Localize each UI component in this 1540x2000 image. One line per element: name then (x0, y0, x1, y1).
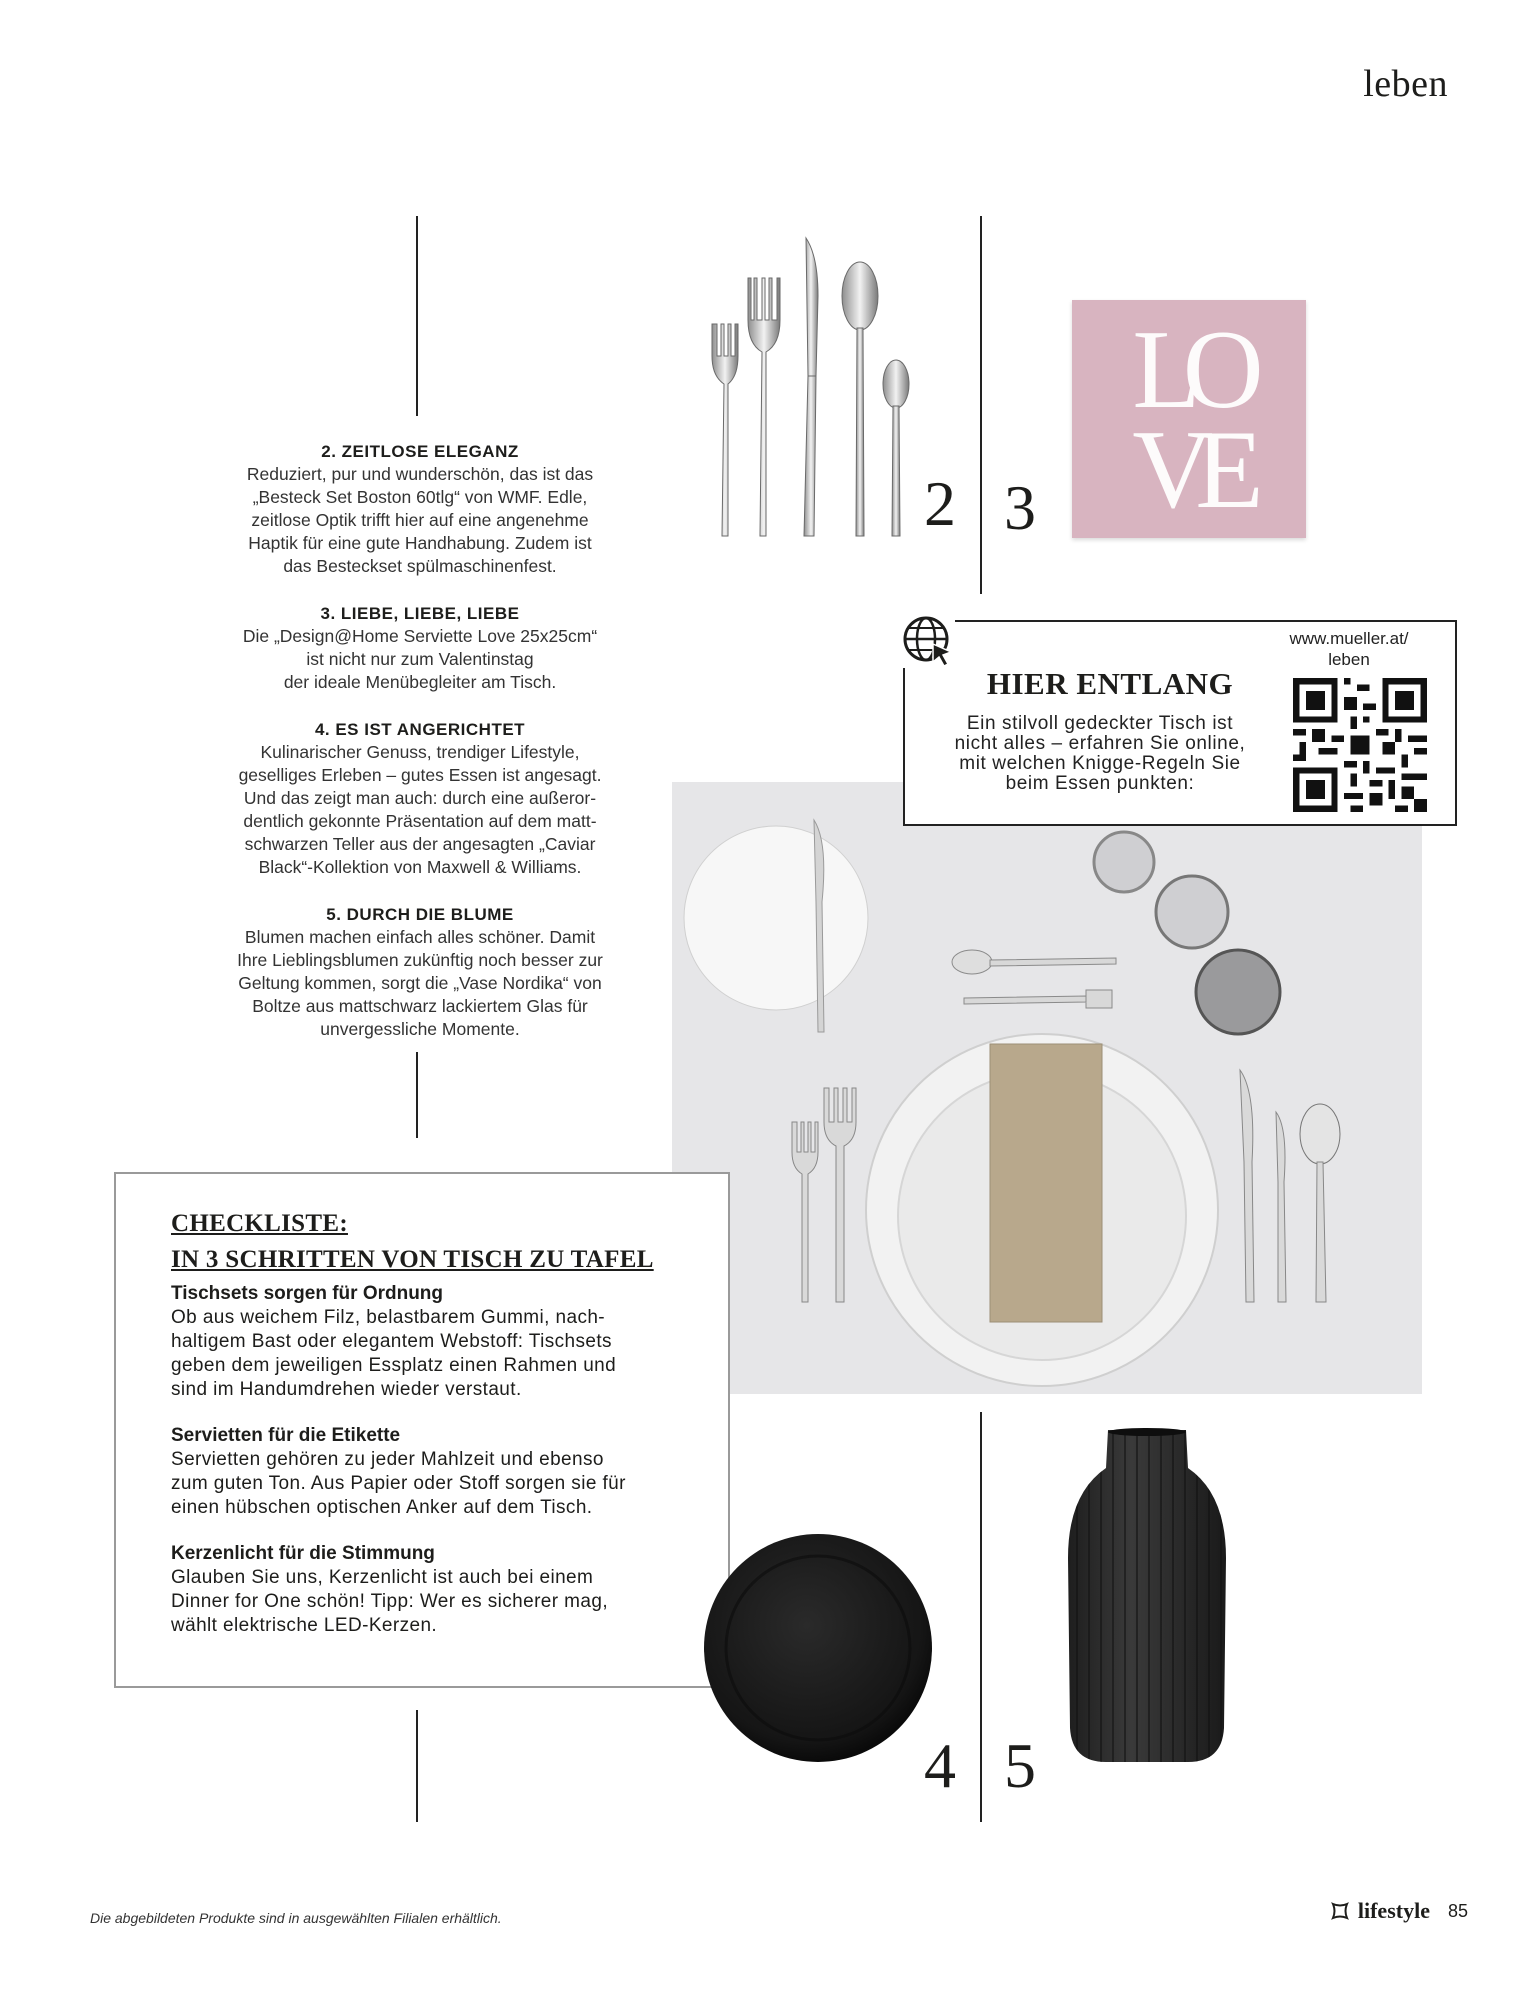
product-number-2: 2 (924, 468, 956, 539)
section-label: leben (1363, 63, 1448, 105)
soup-spoon (1300, 1104, 1340, 1164)
product-4-description (190, 718, 650, 879)
footer-brand (1330, 1898, 1468, 1924)
info-box-url[interactable]: www.mueller.at/ leben (1289, 629, 1409, 669)
checklist-item-title: Kerzenlicht für die Stimmung (171, 1543, 435, 1564)
checklist-item (171, 1282, 691, 1402)
spoon-small (883, 360, 909, 536)
info-box-title: HIER ENTLANG (986, 666, 1234, 701)
glass-dark (1196, 950, 1280, 1034)
product-5-description (190, 903, 650, 1041)
table-setting-drawing (672, 782, 1422, 1394)
cutlery-set-image (700, 236, 920, 546)
product-text: Blumen machen einfach alles schöner. Damit Ihre Lieblingsblumen zukünftig noch besser zur Geltung kommen, sorgt die „Vase Nordika“ von Boltze aus mattschwarz lackiertem Glas für unvergessliche Momente. (237, 927, 603, 1039)
knife (804, 238, 818, 536)
dinner-knife (1240, 1070, 1254, 1302)
table-setting-photo (672, 782, 1422, 1394)
checklist-item (171, 1542, 691, 1638)
linen-napkin (990, 1044, 1102, 1322)
checklist-item-text: Glauben Sie uns, Kerzenlicht ist auch bei einem Dinner for One schön! Tipp: Wer es sicherer mag, wählt elektrische LED-Kerzen. (171, 1567, 609, 1636)
side-plate (684, 826, 868, 1010)
page-number: 85 (1447, 1900, 1468, 1921)
footer-note: Die abgebildeten Produkte sind in ausgewählten Filialen erhältlich. (90, 1910, 502, 1926)
checklist-box (114, 1172, 730, 1688)
product-number-4: 4 (924, 1730, 956, 1801)
spoon-large (842, 262, 878, 536)
brand-name: lifestyle (1357, 1898, 1430, 1923)
fork-small (712, 324, 738, 536)
checklist-items (171, 1282, 691, 1660)
dessert-spoon (952, 950, 992, 974)
black-vase-image (1064, 1428, 1230, 1764)
checklist-item-text: Servietten gehören zu jeder Mahlzeit und ebenso zum guten Ton. Aus Papier oder Stoff sorgen sie für einen hübschen optischen Anker auf dem Tisch. (171, 1449, 626, 1518)
divider-line (980, 216, 982, 594)
brand-logo-icon (1330, 1901, 1350, 1921)
dinner-fork (824, 1088, 856, 1302)
glass (1094, 832, 1154, 892)
dessert-spoon-handle (990, 958, 1116, 966)
checklist-heading (171, 1206, 654, 1278)
product-2-description (190, 440, 650, 578)
checklist-heading-line2: IN 3 SCHRITTEN VON TISCH ZU TAFEL (171, 1246, 654, 1273)
dessert-fork (964, 990, 1112, 1008)
product-title: 5. DURCH DIE BLUME (326, 905, 514, 924)
fork-large (748, 278, 780, 536)
soup-spoon-handle (1316, 1162, 1326, 1302)
qr-code[interactable] (1293, 678, 1427, 812)
product-title: 3. LIEBE, LIEBE, LIEBE (320, 604, 520, 623)
fish-knife (1276, 1112, 1286, 1302)
product-3-description (190, 602, 650, 694)
divider-line (416, 216, 418, 416)
online-info-box (903, 620, 1457, 826)
salad-fork (792, 1122, 818, 1302)
checklist-item-title: Tischsets sorgen für Ordnung (171, 1283, 444, 1304)
napkin-text: LOVE (1132, 308, 1246, 532)
checklist-item-text: Ob aus weichem Filz, belastbarem Gummi, nach- haltigem Bast oder elegantem Webstoff: Tischsets geben dem jeweiligen Essplatz einen Rahmen und sind im Handumdrehen wieder verstaut. (171, 1307, 617, 1400)
product-text: Reduziert, pur und wunderschön, das ist das „Besteck Set Boston 60tlg“ von WMF. Edle, zeitlose Optik trifft hier auf eine angenehme Haptik für eine gute Handhabung. Zudem ist das Besteckset spülmaschinenfest. (246, 464, 594, 576)
glass (1156, 876, 1228, 948)
globe-cursor-icon (901, 614, 955, 668)
divider-line (980, 1412, 982, 1822)
product-number-5: 5 (1004, 1730, 1036, 1801)
divider-line (416, 1710, 418, 1822)
checklist-item (171, 1424, 691, 1520)
checklist-item-title: Servietten für die Etikette (171, 1425, 401, 1446)
product-title: 4. ES IST ANGERICHTET (314, 720, 526, 739)
checklist-heading-line1: CHECKLISTE: (171, 1210, 348, 1237)
info-box-text: Ein stilvoll gedeckter Tisch ist nicht alles – erfahren Sie online, mit welchen Knigge-Regeln Sie beim Essen punkten: (954, 713, 1246, 794)
black-plate-image (700, 1530, 940, 1770)
product-descriptions (190, 440, 650, 1065)
product-number-3: 3 (1004, 472, 1036, 543)
product-title: 2. ZEITLOSE ELEGANZ (321, 442, 519, 461)
product-text: Kulinarischer Genuss, trendiger Lifestyle, geselliges Erleben – gutes Essen ist angesagt. Und das zeigt man auch: durch eine außeror- dentlich gekonnte Präsentation auf dem matt- schwarzen Teller aus der angesagten „Caviar Black“-Kollektion von Maxwell & Williams. (238, 742, 602, 877)
love-napkin-image (1072, 300, 1306, 538)
product-text: Die „Design@Home Serviette Love 25x25cm“ ist nicht nur zum Valentinstag der ideale Menübegleiter am Tisch. (242, 626, 598, 692)
